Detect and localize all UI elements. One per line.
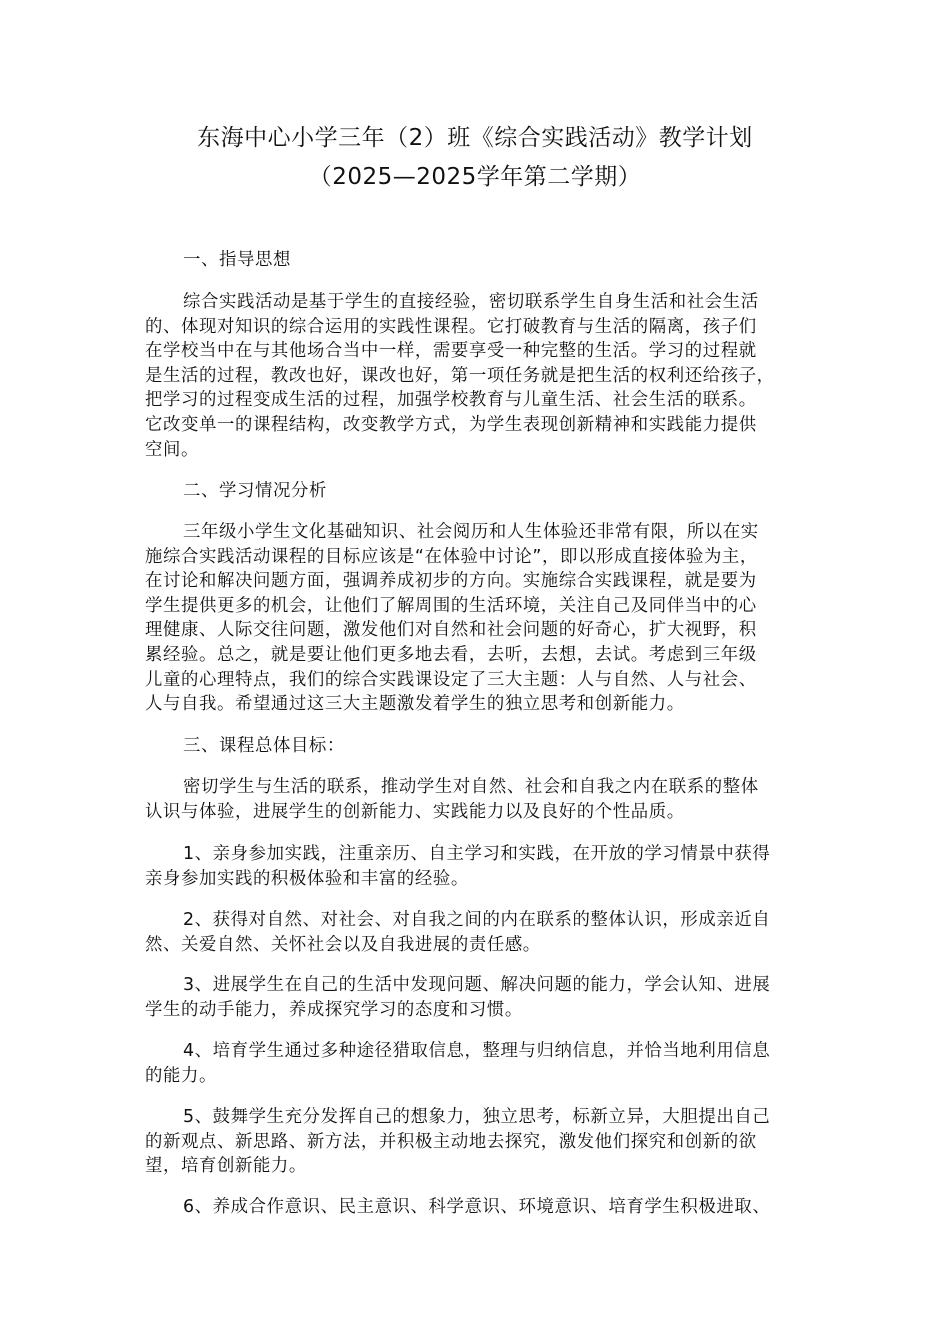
paragraph-line: 的新观点、新思路、新方法，并积极主动地去探究，激发他们探究和创新的欲 — [145, 1131, 757, 1152]
paragraph-line: 在讨论和解决问题方面，强调养成初步的方向。实施综合实践课程，就是要为 — [145, 571, 757, 592]
paragraph-line: 综合实践活动是基于学生的直接经验，密切联系学生自身生活和社会生活 — [183, 292, 759, 312]
section-heading-guiding-thought — [145, 248, 807, 273]
section-heading: 三、课程总体目标： — [183, 736, 345, 756]
paragraph-line: 亲身参加实践的积极体验和丰富的经验。 — [145, 868, 469, 889]
section-paragraph-learning-analysis — [145, 520, 807, 717]
paragraph-line: 4、培育学生通过多种途径猎取信息，整理与归纳信息，并恰当地利用信息 — [183, 1041, 771, 1061]
paragraph-line: 3、进展学生在自己的生活中发现问题、解决问题的能力，学会认知、进展 — [183, 975, 771, 995]
paragraph-line: 人与自我。希望通过这三大主题激发着学生的独立思考和创新能力。 — [145, 694, 685, 715]
paragraph-line: 1、亲身参加实践，注重亲历、自主学习和实践，在开放的学习情景中获得 — [183, 844, 771, 864]
paragraph-line: 认识与体验，进展学生的创新能力、实践能力以及良好的个性品质。 — [145, 801, 685, 822]
paragraph-line: 它改变单一的课程结构，改变教学方式，为学生表现创新精神和实践能力提供 — [145, 414, 757, 435]
goal-item-1 — [145, 842, 807, 891]
paragraph-line: 的、体现对知识的综合运用的实践性课程。它打破教育与生活的隔离，孩子们 — [145, 316, 757, 337]
goal-item-6 — [145, 1195, 807, 1220]
goal-item-3 — [145, 973, 807, 1022]
goal-item-2 — [145, 908, 807, 957]
paragraph-line: 三年级小学生文化基础知识、社会阅历和人生体验还非常有限，所以在实 — [183, 522, 759, 542]
document-title: 东海中心小学三年（2）班《综合实践活动》教学计划 — [197, 125, 753, 151]
section-paragraph-guiding-thought — [145, 290, 807, 462]
paragraph-line: 密切学生与生活的联系，推动学生对自然、社会和自我之内在联系的整体 — [183, 777, 759, 797]
section-heading-learning-analysis — [145, 479, 807, 504]
section-heading-course-goals — [145, 734, 807, 759]
paragraph-line: 理健康、人际交往问题，激发他们对自然和社会问题的好奇心，扩大视野，积 — [145, 620, 757, 641]
paragraph-line: 5、鼓舞学生充分发挥自己的想象力，独立思考，标新立异，大胆提出自己 — [183, 1107, 771, 1127]
paragraph-line: 儿童的心理特点，我们的综合实践课设定了三大主题：人与自然、人与社会、 — [145, 669, 757, 690]
paragraph-line: 望，培育创新能力。 — [145, 1156, 307, 1177]
paragraph-line: 的能力。 — [145, 1065, 217, 1086]
paragraph-line: 在学校当中在与其他场合当中一样，需要享受一种完整的生活。学习的过程就 — [145, 341, 757, 362]
section-heading: 一、指导思想 — [183, 250, 291, 270]
paragraph-line: 是生活的过程，教改也好，课改也好，第一项任务就是把生活的权利还给孩子， — [145, 365, 775, 386]
section-paragraph-course-goals — [145, 775, 807, 824]
paragraph-line: 6、养成合作意识、民主意识、科学意识、环境意识、培育学生积极进取、 — [183, 1197, 771, 1217]
paragraph-line: 学生提供更多的机会，让他们了解周围的生活环境，关注自己及同伴当中的心 — [145, 595, 757, 616]
paragraph-line: 空间。 — [145, 439, 199, 460]
paragraph-line: 学生的动手能力，养成探究学习的态度和习惯。 — [145, 999, 523, 1020]
paragraph-line: 然、关爱自然、关怀社会以及自我进展的责任感。 — [145, 934, 541, 955]
goal-item-4 — [145, 1039, 807, 1088]
paragraph-line: 2、获得对自然、对社会、对自我之间的内在联系的整体认识，形成亲近自 — [183, 910, 771, 930]
paragraph-line: 把学习的过程变成生活的过程，加强学校教育与儿童生活、社会生活的联系。 — [145, 390, 757, 411]
section-heading: 二、学习情况分析 — [183, 481, 327, 501]
goal-item-5 — [145, 1105, 807, 1179]
document-subtitle: （2025—2025学年第二学期） — [308, 164, 642, 190]
paragraph-line: 累经验。总之，就是要让他们更多地去看，去听，去想，去试。考虑到三年级 — [145, 644, 757, 665]
paragraph-line: 施综合实践活动课程的目标应该是“在体验中讨论”，即以形成直接体验为主， — [145, 546, 758, 567]
